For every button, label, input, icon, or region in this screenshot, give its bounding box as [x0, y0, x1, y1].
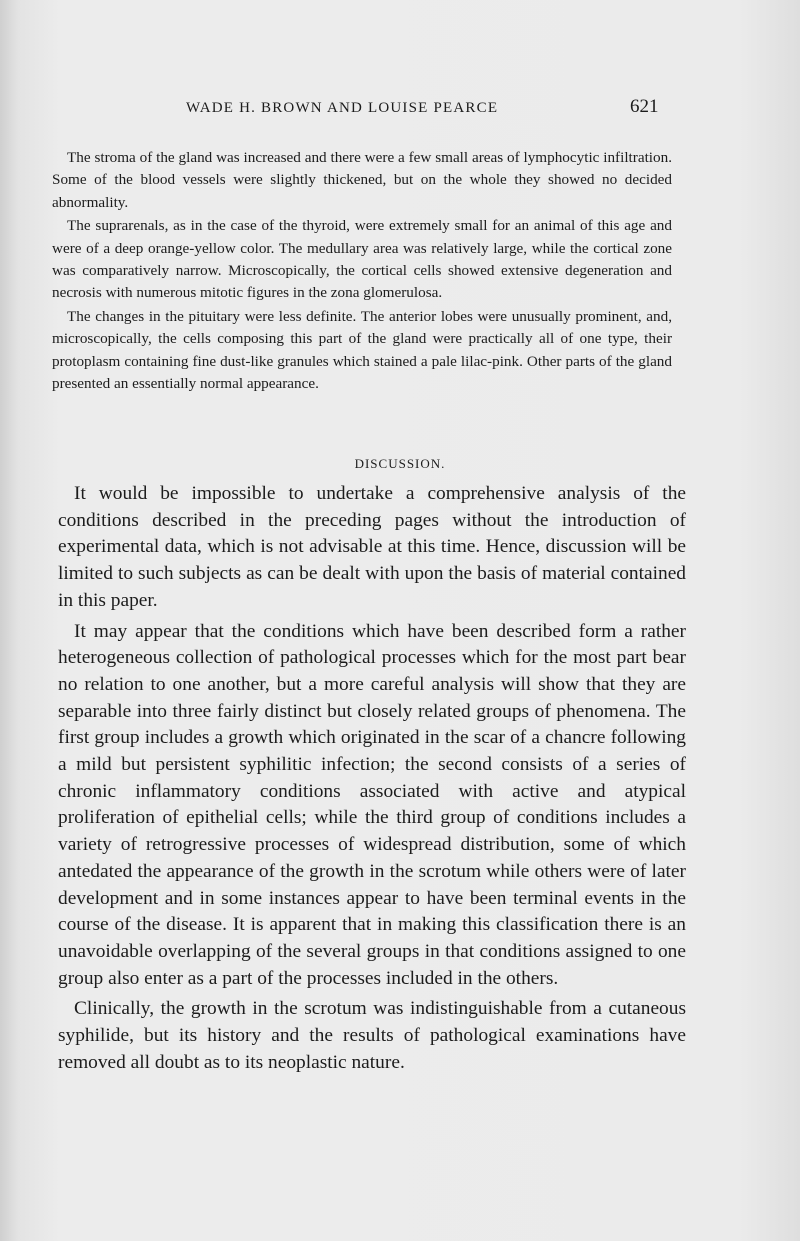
- paragraph-suprarenals: The suprarenals, as in the case of the thyroid, were extremely small for an animal of this age and were of a deep orange-yellow color. The medullary area was relatively large, while the cortical zone was comparatively narrow. Microscopically, the cortical cells showed extensive degeneration and necrosis with numerous mitotic figures in the zona glomerulosa.: [52, 217, 672, 302]
- page-header: [0, 96, 800, 126]
- section-heading-discussion: DISCUSSION.: [354, 456, 446, 471]
- running-head: WADE H. BROWN AND LOUISE PEARCE: [186, 100, 499, 116]
- paragraph-groups: It may appear that the conditions which have been described form a rather heterogeneous collection of pathological processes which for the most part bear no relation to one another, but a more careful analysis will show that they are separable into three fairly distinct but closely related groups of phenomena. The first group includes a growth which originated in the scar of a chancre following a mild but persistent syphilitic infection; the second consists of a series of chronic inflammatory conditions associated with active and atypical proliferation of epithelial cells; while the third group of conditions includes a variety of retrogressive processes of widespread distribution, some of which antedated the appearance of the growth in the scrotum while others were of later development and in some instances appear to have been terminal events in the course of the disease. It is apparent that in making this classification there is an unavoidable overlapping of the several groups in that conditions assigned to one group also enter as a part of the processes included in the others.: [58, 620, 686, 989]
- discussion-body: [58, 481, 686, 1076]
- small-print-section: [52, 147, 672, 395]
- paragraph-pituitary: The changes in the pituitary were less definite. The anterior lobes were unusually prominent, and, microscopically, the cells composing this part of the gland were practically all of one type, their protoplasm containing fine dust-like granules which stained a pale lilac-pink. Other parts of the gland presented an essentially normal appearance.: [52, 307, 672, 393]
- paragraph-discussion-intro: It would be impossible to undertake a comprehensive analysis of the conditions described in the preceding pages without the introduction of experimental data, which is not advisable at this time. Hence, discussion will be limited to such subjects as can be dealt with upon the basis of material contained in this paper.: [58, 483, 686, 611]
- page-number: 621: [630, 96, 659, 117]
- paragraph-stroma: The stroma of the gland was increased and there were a few small areas of lymphocytic infiltration. Some of the blood vessels were slightly thickened, but on the whole they showed no decided abnormality.: [52, 149, 672, 211]
- paragraph-clinical: Clinically, the growth in the scrotum was indistinguishable from a cutaneous syphilide, but its history and the results of pathological examinations have removed all doubt as to its neoplastic nature.: [58, 998, 686, 1073]
